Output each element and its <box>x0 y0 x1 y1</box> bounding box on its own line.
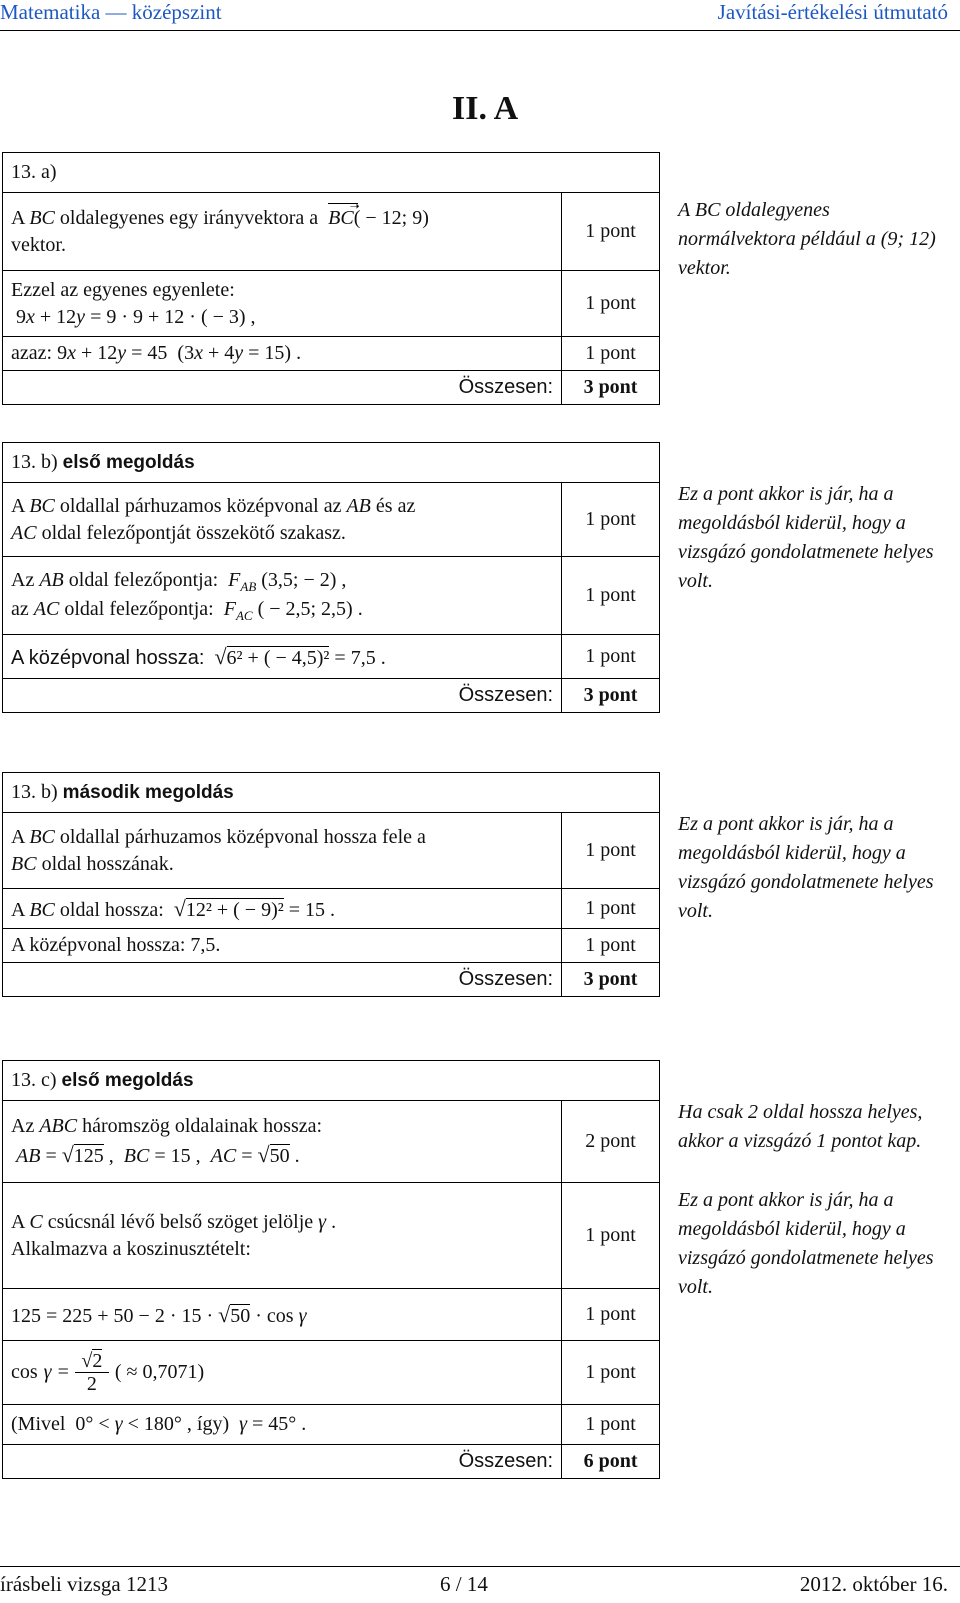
block-title: 13. b) <box>11 451 58 473</box>
total-label-13b2: Összesen: <box>3 963 562 997</box>
row-13c1-1: Az ABC háromszög oldalainak hossza: AB = √125 , BC = 15 , AC = √50 . <box>3 1101 562 1183</box>
note-13b2: Ez a pont akkor is jár, ha a megoldásból kiderül, hogy a vizsgázó gondolatmenete helyes volt. <box>678 813 934 922</box>
points-13b2-3: 1 pont <box>562 929 660 963</box>
header-left: Matematika — középszint <box>0 0 222 24</box>
points-13c1-2: 1 pont <box>562 1183 660 1289</box>
points-13b2-2: 1 pont <box>562 889 660 929</box>
total-label-13a: Összesen: <box>3 371 562 405</box>
footer-divider <box>0 1566 960 1567</box>
row-13b1-2: Az AB oldal felezőpontja: $F_{AB}$ (3,5; − 2) , az AC oldal felezőpontja: $F_{AC}$ ( − 2,5; 2,5) . <box>3 557 562 635</box>
row-13b2-3: A középvonal hossza: 7,5. <box>3 929 562 963</box>
row-13c1-2: A C csúcsnál lévő belső szöget jelölje γ . Alkalmazva a koszinusztételt: <box>3 1183 562 1289</box>
block-title-13b2 <box>3 773 660 813</box>
row-13a-3: azaz: 9x + 12y = 45 (3x + 4y = 15) . <box>3 337 562 371</box>
block-title: 13. c) <box>11 1069 57 1091</box>
block-subtitle: első megoldás <box>62 452 195 473</box>
note-13c1-a: Ha csak 2 oldal hossza helyes, akkor a vizsgázó 1 pontot kap. <box>678 1101 923 1152</box>
block-subtitle: második megoldás <box>62 782 234 803</box>
points-13b1-3: 1 pont <box>562 635 660 679</box>
points-13b1-1: 1 pont <box>562 483 660 557</box>
total-points-13c1: 6 pont <box>562 1445 660 1479</box>
points-13a-3: 1 pont <box>562 337 660 371</box>
header-right: Javítási-értékelési útmutató <box>717 0 948 24</box>
footer-right: 2012. október 16. <box>799 1572 948 1596</box>
table-13b1 <box>2 442 660 713</box>
total-points-13a: 3 pont <box>562 371 660 405</box>
section-title: II. A <box>452 90 519 127</box>
table-13c1 <box>2 1060 660 1479</box>
footer-center: 6 / 14 <box>440 1572 488 1596</box>
row-13c1-3: 125 = 225 + 50 − 2 · 15 · √50 · cos γ <box>3 1289 562 1341</box>
total-label-13b1: Összesen: <box>3 679 562 713</box>
footer-left: írásbeli vizsga 1213 <box>0 1572 168 1596</box>
block-subtitle: első megoldás <box>61 1070 194 1091</box>
note-13b1: Ez a pont akkor is jár, ha a megoldásból kiderül, hogy a vizsgázó gondolatmenete helyes volt. <box>678 483 934 592</box>
block-title-13c1 <box>3 1061 660 1101</box>
block-title-13b1 <box>3 443 660 483</box>
row-13a-2: Ezzel az egyenes egyenlete: 9x + 12y = 9 · 9 + 12 · ( − 3) , <box>3 271 562 337</box>
points-13b1-2: 1 pont <box>562 557 660 635</box>
points-13c1-3: 1 pont <box>562 1289 660 1341</box>
row-13b2-1: A BC oldallal párhuzamos középvonal hossza fele a BC oldal hosszának. <box>3 813 562 889</box>
row-13a-1: A BC oldalegyenes egy irányvektora a ➝ BC( − 12; 9) vektor. <box>3 193 562 271</box>
total-label-13c1: Összesen: <box>3 1445 562 1479</box>
row-13b1-3: A középvonal hossza: √6² + ( − 4,5)² = 7,5 . <box>3 635 562 679</box>
note-13c1-b: Ez a pont akkor is jár, ha a megoldásból kiderül, hogy a vizsgázó gondolatmenete helyes volt. <box>678 1189 934 1298</box>
row-13c1-5: (Mivel 0° < γ < 180° , így) γ = 45° . <box>3 1405 562 1445</box>
note-13a: A BC oldalegyenes normálvektora például a (9; 12) vektor. <box>678 199 936 279</box>
block-title: 13. a) <box>3 153 660 193</box>
points-13a-2: 1 pont <box>562 271 660 337</box>
row-13b1-1: A BC oldallal párhuzamos középvonal az AB és az AC oldal felezőpontját összekötő szakasz. <box>3 483 562 557</box>
block-title: 13. b) <box>11 781 58 803</box>
points-13a-1: 1 pont <box>562 193 660 271</box>
header-divider <box>0 30 960 31</box>
points-13c1-1: 2 pont <box>562 1101 660 1183</box>
row-13c1-4: cos γ = √2 2 ( ≈ 0,7071) <box>3 1341 562 1405</box>
table-13a <box>2 152 660 405</box>
row-13b2-2: A BC oldal hossza: √12² + ( − 9)² = 15 . <box>3 889 562 929</box>
page-header <box>0 0 960 28</box>
points-13c1-5: 1 pont <box>562 1405 660 1445</box>
points-13c1-4: 1 pont <box>562 1341 660 1405</box>
table-13b2 <box>2 772 660 997</box>
total-points-13b1: 3 pont <box>562 679 660 713</box>
points-13b2-1: 1 pont <box>562 813 660 889</box>
total-points-13b2: 3 pont <box>562 963 660 997</box>
